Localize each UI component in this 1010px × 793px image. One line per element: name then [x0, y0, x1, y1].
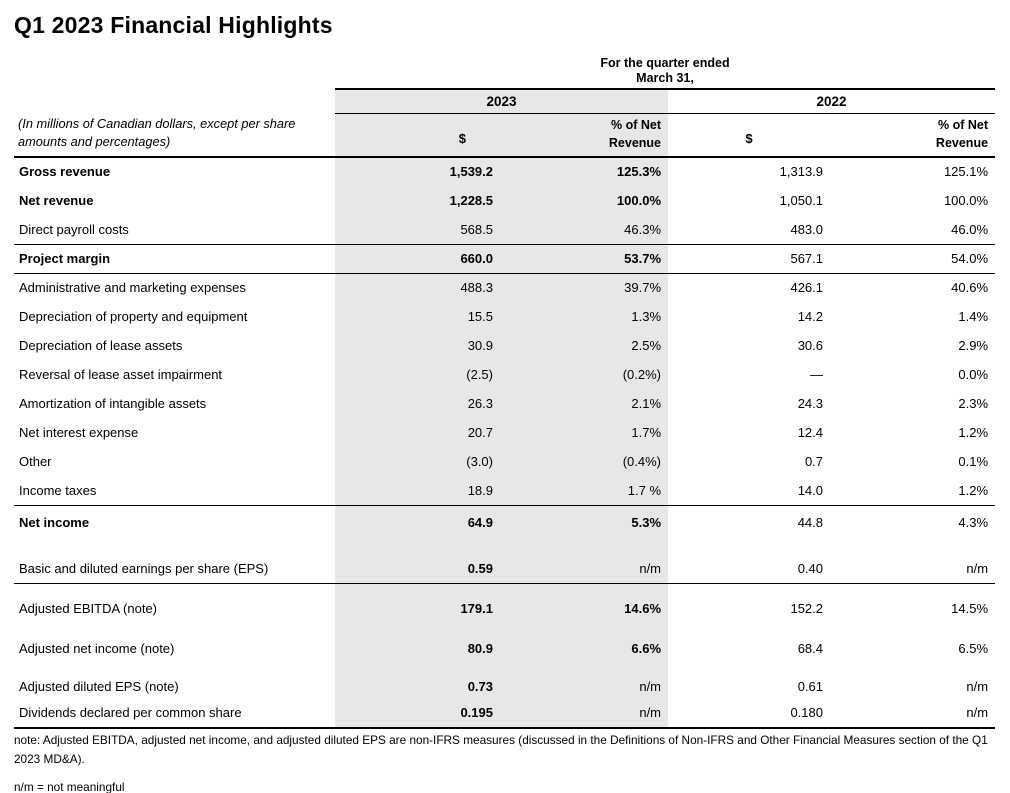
cell-value: 18.9	[335, 476, 500, 505]
row-label: Net interest expense	[19, 425, 139, 440]
year-header-2022: 2022	[668, 89, 995, 113]
cell-value: 152.2	[790, 601, 824, 616]
nm-definition: n/m = not meaningful	[14, 780, 125, 793]
table-row	[14, 302, 995, 331]
row-label: Adjusted net income (note)	[19, 641, 175, 656]
cell-value: 0.7	[804, 454, 824, 469]
cell-value: 64.9	[335, 505, 500, 537]
row-label: Project margin	[14, 244, 335, 273]
cell-value: 567.1	[668, 244, 830, 273]
row-label: Dividends declared per common share	[14, 701, 335, 728]
pct-column-header-2022	[830, 113, 995, 157]
period-line-2: March 31,	[636, 71, 694, 85]
dollar-column-header-2022: $	[668, 113, 830, 157]
cell-value: (0.4%)	[500, 447, 668, 476]
cell-value: 0.180	[668, 701, 830, 728]
footnotes	[14, 731, 1006, 793]
cell-value: 30.6	[797, 338, 824, 353]
table-row	[14, 360, 995, 389]
cell-value: 40.6%	[951, 280, 989, 295]
cell-value: 14.6%	[500, 583, 668, 623]
cell-value: 0.61	[797, 679, 824, 694]
cell-value: 30.9	[335, 331, 500, 360]
row-label: Net revenue	[19, 193, 94, 208]
cell-value: 1.7%	[500, 418, 668, 447]
page-title: Q1 2023 Financial Highlights	[14, 12, 333, 38]
non-ifrs-note: note: Adjusted EBITDA, adjusted net income, and adjusted diluted EPS are non-IFRS measures (discussed in the Definitions of Non-IFRS and Other Financial Measures section of the Q1 2023 MD&A).	[14, 733, 988, 767]
cell-value: 0.0%	[958, 367, 989, 382]
cell-value: 24.3	[797, 396, 824, 411]
cell-value: 14.5%	[951, 601, 989, 616]
table-row	[14, 273, 995, 302]
cell-value: 179.1	[335, 583, 500, 623]
cell-value: 125.3%	[500, 157, 668, 186]
period-header	[335, 56, 995, 86]
cell-value: 488.3	[335, 273, 500, 302]
cell-value: n/m	[500, 663, 668, 701]
cell-value: 39.7%	[500, 273, 668, 302]
cell-value: 1,313.9	[779, 164, 824, 179]
cell-value: (0.2%)	[500, 360, 668, 389]
row-label: Amortization of intangible assets	[19, 396, 207, 411]
cell-value: 1,539.2	[335, 157, 500, 186]
table-row	[14, 157, 995, 186]
row-label: Gross revenue	[19, 164, 111, 179]
cell-value: n/m	[500, 537, 668, 583]
cell-value: n/m	[830, 701, 995, 728]
cell-value: 1.2%	[830, 476, 995, 505]
cell-value: —	[810, 367, 824, 382]
cell-value: 125.1%	[943, 164, 989, 179]
pct-header-line-1: % of Net	[938, 117, 989, 132]
table-row	[14, 537, 995, 583]
cell-value: 46.3%	[500, 215, 668, 244]
cell-value: 0.1%	[958, 454, 989, 469]
cell-value: 15.5	[335, 302, 500, 331]
cell-value: 2.5%	[500, 331, 668, 360]
table-row	[14, 186, 995, 215]
cell-value: (3.0)	[335, 447, 500, 476]
pct-column-header-2023	[500, 113, 668, 157]
cell-value: 100.0%	[943, 193, 989, 208]
cell-value: 0.195	[335, 701, 500, 728]
cell-value: 6.6%	[500, 623, 668, 663]
cell-value: 660.0	[335, 244, 500, 273]
cell-value: 0.73	[335, 663, 500, 701]
cell-value: 46.0%	[830, 215, 995, 244]
cell-value: 100.0%	[500, 186, 668, 215]
cell-value: 14.2	[797, 309, 824, 324]
table-body	[14, 157, 995, 728]
cell-value: 2.1%	[500, 389, 668, 418]
cell-value: 53.7%	[500, 244, 668, 273]
table-row	[14, 663, 995, 701]
pct-header-line-1: % of Net	[611, 117, 662, 132]
cell-value: 0.40	[668, 537, 830, 583]
row-label: Depreciation of lease assets	[19, 338, 183, 353]
cell-value: 483.0	[668, 215, 830, 244]
cell-value: 14.0	[668, 476, 830, 505]
period-line-1: For the quarter ended	[600, 56, 730, 70]
cell-value: 2.3%	[958, 396, 989, 411]
cell-value: 0.59	[335, 537, 500, 583]
row-label: Adjusted EBITDA (note)	[19, 601, 158, 616]
cell-value: 68.4	[797, 641, 824, 656]
row-label: Direct payroll costs	[14, 215, 335, 244]
cell-value: 4.3%	[958, 515, 989, 530]
table-row	[14, 331, 995, 360]
row-label: Income taxes	[14, 476, 335, 505]
unit-note: (In millions of Canadian dollars, except per share amounts and percentages)	[14, 89, 335, 157]
row-label: Basic and diluted earnings per share (EPS)	[14, 537, 335, 583]
row-label: Net income	[19, 515, 90, 530]
table-row	[14, 418, 995, 447]
cell-value: 80.9	[335, 623, 500, 663]
table-row	[14, 447, 995, 476]
row-label: Other	[19, 454, 52, 469]
cell-value: 1,050.1	[779, 193, 824, 208]
pct-header-line-2: Revenue	[608, 135, 662, 150]
table-row	[14, 623, 995, 663]
cell-value: 26.3	[335, 389, 500, 418]
cell-value: 1.4%	[958, 309, 989, 324]
cell-value: 5.3%	[500, 505, 668, 537]
table-row	[14, 505, 995, 537]
cell-value: 20.7	[335, 418, 500, 447]
cell-value: 426.1	[790, 280, 824, 295]
cell-value: 12.4	[797, 425, 824, 440]
cell-value: 1.3%	[500, 302, 668, 331]
cell-value: 2.9%	[958, 338, 989, 353]
table-row	[14, 215, 995, 244]
table-row	[14, 244, 995, 273]
table-row	[14, 476, 995, 505]
table-row	[14, 701, 995, 728]
row-label: Depreciation of property and equipment	[19, 309, 248, 324]
cell-value: 1.2%	[958, 425, 989, 440]
cell-value: 44.8	[797, 515, 824, 530]
row-label: Reversal of lease asset impairment	[19, 367, 223, 382]
row-label: Adjusted diluted EPS (note)	[19, 679, 179, 694]
cell-value: 568.5	[335, 215, 500, 244]
cell-value: n/m	[830, 537, 995, 583]
dollar-column-header-2023: $	[335, 113, 500, 157]
year-header-row	[14, 89, 995, 113]
cell-value: n/m	[966, 679, 989, 694]
cell-value: n/m	[500, 701, 668, 728]
cell-value: 6.5%	[958, 641, 989, 656]
cell-value: 1.7 %	[500, 476, 668, 505]
row-label: Administrative and marketing expenses	[19, 280, 246, 295]
year-header-2023: 2023	[335, 89, 668, 113]
cell-value: 54.0%	[830, 244, 995, 273]
cell-value: (2.5)	[335, 360, 500, 389]
pct-header-line-2: Revenue	[935, 135, 989, 150]
cell-value: 1,228.5	[335, 186, 500, 215]
table-row	[14, 389, 995, 418]
table-row	[14, 583, 995, 623]
financial-highlights-table	[14, 88, 995, 729]
